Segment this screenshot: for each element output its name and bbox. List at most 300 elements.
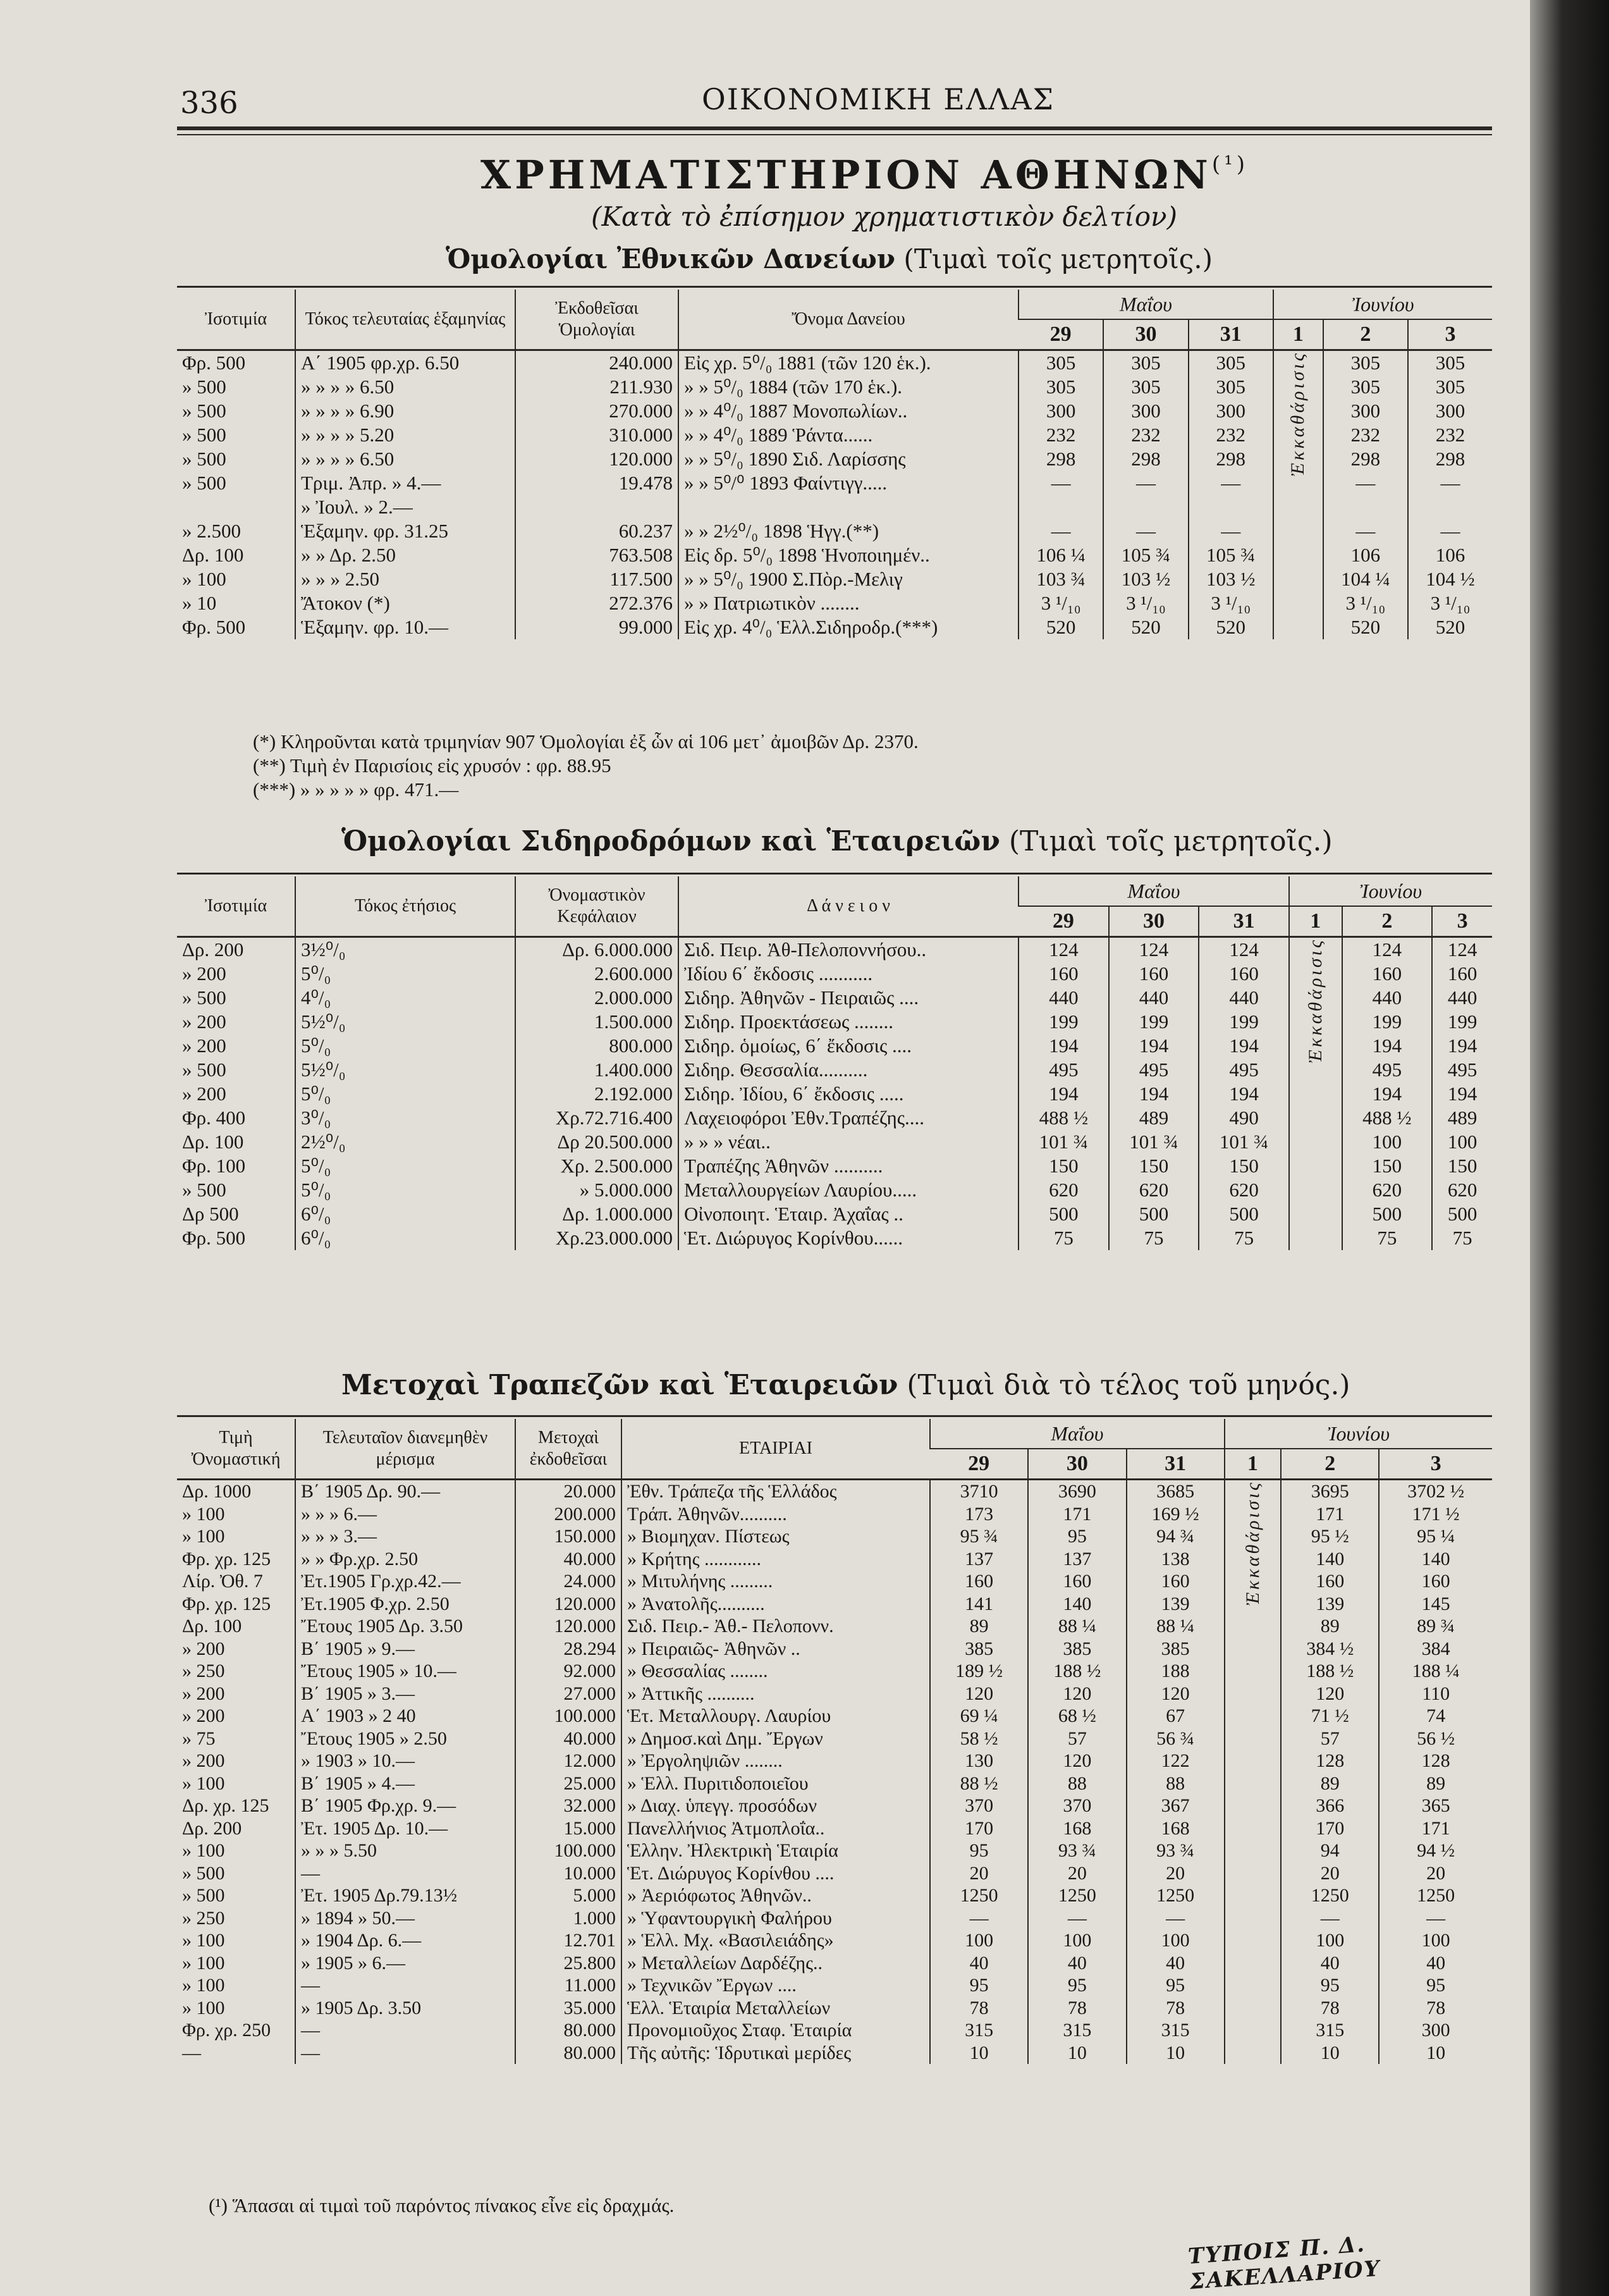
issued-cell: 2.192.000 [515, 1082, 678, 1106]
price-cell: 140 [1379, 1548, 1492, 1571]
price-cell: 105 ¾ [1189, 543, 1273, 567]
price-cell: — [1281, 1907, 1379, 1930]
name-cell: Ἰδίου 6΄ ἔκδοσις ........... [678, 962, 1019, 986]
price-cell: 370 [930, 1795, 1028, 1817]
interest-cell: » 1904 Δρ. 6.— [295, 1929, 515, 1952]
name-cell: » » 4⁰/₀ 1889 Ῥάντα...... [678, 423, 1019, 447]
price-cell: 78 [930, 1997, 1028, 2020]
issued-cell: 12.000 [515, 1750, 621, 1772]
interest-cell: Β΄ 1905 » 4.— [295, 1772, 515, 1795]
clearing-cell [1289, 937, 1342, 1251]
price-cell: 100 [1342, 1130, 1433, 1154]
issued-cell: 35.000 [515, 1997, 621, 2020]
month-header-june: Ἰουνίου [1273, 290, 1492, 319]
name-cell: » » 5⁰/₀ 1900 Σ.Πὸρ.-Μελιγ [678, 567, 1019, 591]
issued-cell: 800.000 [515, 1034, 678, 1058]
table-row [177, 2042, 1492, 2065]
table-row [177, 1503, 1492, 1526]
par-cell: » 100 [182, 1930, 225, 1951]
interest-cell: 5⁰/₀ [295, 962, 515, 986]
table-row [177, 1862, 1492, 1885]
price-cell: 104 ¼ [1323, 567, 1408, 591]
name-cell: » » Πατριωτικὸν ........ [678, 591, 1019, 615]
price-cell: 95 ½ [1281, 1525, 1379, 1548]
price-cell: 620 [1019, 1178, 1109, 1202]
price-cell: 3 ¹/₁₀ [1019, 591, 1103, 615]
price-cell: 495 [1342, 1058, 1433, 1082]
price-cell: 95 [1379, 1974, 1492, 1997]
price-cell: 120 [1127, 1683, 1225, 1705]
price-cell: 3 ¹/₁₀ [1408, 591, 1492, 615]
price-cell: — [1408, 519, 1492, 543]
price-cell: 160 [930, 1570, 1028, 1593]
price-cell: 160 [1109, 962, 1199, 986]
price-cell: 489 [1109, 1106, 1199, 1130]
issued-cell: 310.000 [515, 423, 678, 447]
issued-cell: 99.000 [515, 615, 678, 639]
price-cell: 385 [1028, 1638, 1126, 1661]
month-header-may: Μαΐου [1019, 290, 1273, 319]
price-cell: — [930, 1907, 1028, 1930]
price-cell: 95 [1028, 1525, 1126, 1548]
issued-cell: 19.478 [515, 471, 678, 495]
par-cell: Δρ 500 [182, 1203, 239, 1225]
price-cell: 300 [1408, 399, 1492, 423]
clearing-label: Ἐκκαθάρισις [1304, 938, 1326, 1064]
interest-cell: » » » » 5.20 [295, 423, 515, 447]
name-cell: Ἐθν. Τράπεζα τῆς Ἑλλάδος [621, 1480, 930, 1503]
price-cell: 20 [1028, 1862, 1126, 1885]
price-cell: 10 [1379, 2042, 1492, 2065]
issued-cell: 40.000 [515, 1728, 621, 1750]
price-cell: 120 [1028, 1683, 1126, 1705]
table-row [177, 1570, 1492, 1593]
month-header-may: Μαΐου [930, 1419, 1225, 1449]
interest-cell: 6⁰/₀ [295, 1226, 515, 1250]
par-cell: Δρ. 200 [182, 1817, 242, 1839]
price-cell: 170 [1281, 1817, 1379, 1840]
name-cell: » » 5⁰/₀ 1884 (τῶν 170 ἑκ.). [678, 375, 1019, 399]
par-cell: Δρ. χρ. 125 [182, 1795, 269, 1816]
price-cell: 100 [1281, 1929, 1379, 1952]
price-cell: 103 ¾ [1019, 567, 1103, 591]
issued-cell: 1.000 [515, 1907, 621, 1930]
price-cell: 199 [1109, 1010, 1199, 1034]
col-header: Ὀνομαστικὸν Κεφάλαιον [515, 876, 678, 937]
price-cell: 137 [1028, 1548, 1126, 1571]
price-cell: — [1189, 471, 1273, 495]
price-cell: 315 [1127, 2019, 1225, 2042]
price-cell: 194 [1019, 1034, 1109, 1058]
price-cell: 128 [1281, 1750, 1379, 1772]
par-cell: » 100 [182, 1526, 225, 1547]
table-row [177, 1728, 1492, 1750]
name-cell: » » 2½⁰/₀ 1898 Ἡγγ.(**) [678, 519, 1019, 543]
price-cell: 440 [1432, 986, 1492, 1010]
par-cell [177, 495, 295, 519]
name-cell: Σιδ. Πειρ.- Ἀθ.- Πελοπονν. [621, 1615, 930, 1638]
interest-cell: Ἄτοκον (*) [295, 591, 515, 615]
issued-cell: 92.000 [515, 1660, 621, 1683]
par-cell: Δρ. 200 [182, 938, 244, 961]
par-cell: Φρ. 500 [182, 1227, 246, 1249]
interest-cell: 5⁰/₀ [295, 1082, 515, 1106]
price-cell: 95 [930, 1839, 1028, 1862]
name-cell: » » 5⁰/⁰ 1893 Φαίντιγγ..... [678, 471, 1019, 495]
price-cell: 199 [1342, 1010, 1433, 1034]
price-cell: 160 [1028, 1570, 1126, 1593]
issued-cell: 60.237 [515, 519, 678, 543]
price-cell: 194 [1199, 1034, 1289, 1058]
par-cell: » 250 [182, 1661, 225, 1681]
price-cell: 89 [1379, 1772, 1492, 1795]
month-header-june: Ἰουνίου [1289, 876, 1492, 906]
header-rule-thin [177, 134, 1492, 135]
interest-cell: 5⁰/₀ [295, 1178, 515, 1202]
par-cell: Φρ. χρ. 125 [182, 1593, 271, 1614]
month-header-june: Ἰουνίου [1225, 1419, 1492, 1449]
interest-cell: » » » 3.— [295, 1525, 515, 1548]
par-cell: » 100 [182, 1975, 225, 1996]
name-cell: Πανελλήνιος Ἀτμοπλοΐα.. [621, 1817, 930, 1840]
par-cell: Δρ. 1000 [182, 1481, 252, 1502]
issued-cell: 80.000 [515, 2042, 621, 2065]
issued-cell: 24.000 [515, 1570, 621, 1593]
issued-cell: 10.000 [515, 1862, 621, 1885]
price-cell: 495 [1019, 1058, 1109, 1082]
issued-cell [515, 495, 678, 519]
name-cell: Μεταλλουργείων Λαυρίου..... [678, 1178, 1019, 1202]
price-cell: 75 [1342, 1226, 1433, 1250]
col-header: Ὄνομα Δανείου [678, 290, 1019, 350]
interest-cell: 3⁰/₀ [295, 1106, 515, 1130]
price-cell: 160 [1199, 962, 1289, 986]
par-cell: » 100 [182, 1840, 225, 1861]
interest-cell: — [295, 1974, 515, 1997]
interest-cell: Ἔτους 1905 » 10.— [295, 1660, 515, 1683]
price-cell: 141 [930, 1593, 1028, 1616]
price-cell: 194 [1432, 1034, 1492, 1058]
issued-cell: 25.800 [515, 1952, 621, 1975]
name-cell: Ἑτ. Διώρυγος Κορίνθου .... [621, 1862, 930, 1885]
name-cell: Ἑλλ. Ἑταιρία Μεταλλείων [621, 1997, 930, 2020]
issued-cell: 272.376 [515, 591, 678, 615]
price-cell: 94 [1281, 1839, 1379, 1862]
name-cell: » Πειραιῶς- Ἀθηνῶν .. [621, 1638, 930, 1661]
price-cell: 89 [1281, 1615, 1379, 1638]
par-cell: Φρ. 500 [182, 616, 246, 638]
par-cell: » 500 [182, 1885, 225, 1906]
issued-cell: 150.000 [515, 1525, 621, 1548]
price-cell: 3702 ½ [1379, 1480, 1492, 1503]
issued-cell: 5.000 [515, 1884, 621, 1907]
price-cell: 188 ½ [1281, 1660, 1379, 1683]
day-header: 2 [1342, 906, 1433, 937]
interest-cell: » 1905 » 6.— [295, 1952, 515, 1975]
issued-cell: 211.930 [515, 375, 678, 399]
price-cell: 620 [1432, 1178, 1492, 1202]
par-cell: Δρ. 100 [182, 1616, 242, 1636]
price-cell: 58 ½ [930, 1728, 1028, 1750]
price-cell: 124 [1019, 937, 1109, 962]
day-header: 29 [930, 1449, 1028, 1480]
name-cell: Σιδηρ. Θεσσαλία.......... [678, 1058, 1019, 1082]
par-cell: » 500 [182, 424, 226, 446]
issued-cell: 15.000 [515, 1817, 621, 1840]
price-cell: 88 ¼ [1127, 1615, 1225, 1638]
par-cell: » 500 [182, 1179, 226, 1201]
interest-cell: » » » 2.50 [295, 567, 515, 591]
price-cell: 520 [1103, 615, 1188, 639]
price-cell: 10 [1028, 2042, 1126, 2065]
price-cell: 370 [1028, 1795, 1126, 1817]
issued-cell: 120.000 [515, 447, 678, 471]
price-cell: 110 [1379, 1683, 1492, 1705]
price-cell: 68 ½ [1028, 1705, 1126, 1728]
interest-cell: » Ἰουλ. » 2.— [295, 495, 515, 519]
price-cell: 75 [1109, 1226, 1199, 1250]
interest-cell: » » » 6.— [295, 1503, 515, 1526]
par-cell: » 500 [182, 1862, 225, 1884]
interest-cell: 2½⁰/₀ [295, 1130, 515, 1154]
price-cell: 490 [1199, 1106, 1289, 1130]
price-cell: 298 [1103, 447, 1188, 471]
price-cell: 20 [930, 1862, 1028, 1885]
interest-cell: 3½⁰/₀ [295, 937, 515, 962]
price-cell: 489 [1432, 1106, 1492, 1130]
price-cell: 10 [930, 2042, 1028, 2065]
price-cell: 67 [1127, 1705, 1225, 1728]
price-cell: 1250 [930, 1884, 1028, 1907]
interest-cell: » » » » 6.50 [295, 375, 515, 399]
price-cell: 138 [1127, 1548, 1225, 1571]
name-cell: Εἰς χρ. 4⁰/₀ Ἑλλ.Σιδηροδρ.(***) [678, 615, 1019, 639]
par-cell: » 100 [182, 1997, 225, 2018]
interest-cell: » » Φρ.χρ. 2.50 [295, 1548, 515, 1571]
interest-cell: 5½⁰/₀ [295, 1010, 515, 1034]
par-cell: » 200 [182, 1083, 226, 1105]
name-cell: » Θεσσαλίας ........ [621, 1660, 930, 1683]
name-cell: » Δημοσ.καὶ Δημ. Ἔργων [621, 1728, 930, 1750]
price-cell: 106 [1323, 543, 1408, 567]
price-cell: 88 [1028, 1772, 1126, 1795]
interest-cell: » » » » 6.90 [295, 399, 515, 423]
name-cell: Εἰς χρ. 5⁰/₀ 1881 (τῶν 120 ἑκ.). [678, 350, 1019, 376]
price-cell: 3690 [1028, 1480, 1126, 1503]
price-cell: 101 ¾ [1019, 1130, 1109, 1154]
footer-note: (¹) Ἅπασαι αἱ τιμαὶ τοῦ παρόντος πίνακος εἶνε εἰς δραχμάς. [209, 2194, 675, 2216]
price-cell: 56 ¾ [1127, 1728, 1225, 1750]
price-cell: 520 [1323, 615, 1408, 639]
name-cell: » Ἀττικῆς .......... [621, 1683, 930, 1705]
issued-cell: 40.000 [515, 1548, 621, 1571]
issued-cell: 28.294 [515, 1638, 621, 1661]
interest-cell: — [295, 2042, 515, 2065]
interest-cell: » » » » 6.50 [295, 447, 515, 471]
name-cell: » Μεταλλείων Δαρδέζης.. [621, 1952, 930, 1975]
price-cell: 88 ½ [930, 1772, 1028, 1795]
par-cell: » 500 [182, 400, 226, 422]
table-row [177, 1660, 1492, 1683]
par-cell: » 100 [182, 568, 226, 590]
name-cell: » Μιτυλήνης ......... [621, 1570, 930, 1593]
interest-cell: Β΄ 1905 » 3.— [295, 1683, 515, 1705]
price-cell: 384 ½ [1281, 1638, 1379, 1661]
price-cell: 495 [1432, 1058, 1492, 1082]
issued-cell: 100.000 [515, 1839, 621, 1862]
price-cell: 440 [1109, 986, 1199, 1010]
price-cell: 95 [1281, 1974, 1379, 1997]
price-cell: 232 [1189, 423, 1273, 447]
price-cell: 620 [1199, 1178, 1289, 1202]
table-row [177, 1839, 1492, 1862]
price-cell: — [1103, 471, 1188, 495]
name-cell: Ἑλλην. Ἠλεκτρικὴ Ἑταιρία [621, 1839, 930, 1862]
name-cell: Ἑτ. Διώρυγος Κορίνθου...... [678, 1226, 1019, 1250]
par-cell: » 10 [182, 592, 217, 614]
col-header: Ἰσοτιμία [177, 876, 295, 937]
price-cell: 95 [930, 1974, 1028, 1997]
name-cell: Σιδηρ. Προεκτάσεως ........ [678, 1010, 1019, 1034]
issued-cell: 240.000 [515, 350, 678, 376]
price-cell: 300 [1323, 399, 1408, 423]
interest-cell: Ἐτ.1905 Φ.χρ. 2.50 [295, 1593, 515, 1616]
par-cell: » 200 [182, 962, 226, 985]
price-cell: 188 ¼ [1379, 1660, 1492, 1683]
price-cell: 194 [1342, 1082, 1433, 1106]
price-cell: 300 [1379, 2019, 1492, 2042]
name-cell: » Ἑλλ. Μχ. «Βασιλειάδης» [621, 1929, 930, 1952]
interest-cell: » » Δρ. 2.50 [295, 543, 515, 567]
table-row [177, 1997, 1492, 2020]
price-cell: 105 ¾ [1103, 543, 1188, 567]
day-header: 31 [1127, 1449, 1225, 1480]
price-cell: 120 [1281, 1683, 1379, 1705]
name-cell: Ἑτ. Μεταλλουργ. Λαυρίου [621, 1705, 930, 1728]
interest-cell: Ἐτ. 1905 Δρ.79.13½ [295, 1884, 515, 1907]
par-cell: Φρ. 400 [182, 1107, 246, 1129]
price-cell: 300 [1019, 399, 1103, 423]
price-cell: 3685 [1127, 1480, 1225, 1503]
day-header: 2 [1323, 319, 1408, 350]
name-cell: Λαχειοφόροι Ἐθν.Τραπέζης.... [678, 1106, 1019, 1130]
price-cell: 500 [1342, 1202, 1433, 1226]
price-cell: 194 [1109, 1082, 1199, 1106]
price-cell: 1250 [1281, 1884, 1379, 1907]
par-cell: Λίρ. Ὀθ. 7 [182, 1571, 263, 1592]
price-cell: 305 [1019, 375, 1103, 399]
price-cell: 315 [1028, 2019, 1126, 2042]
day-header: 1 [1289, 906, 1342, 937]
price-cell: 315 [930, 2019, 1028, 2042]
price-cell: 100 [1379, 1929, 1492, 1952]
issued-cell: Δρ 20.500.000 [515, 1130, 678, 1154]
price-cell: 89 [1281, 1772, 1379, 1795]
price-cell: 124 [1432, 937, 1492, 962]
name-cell: » Ἐργοληψιῶν ........ [621, 1750, 930, 1772]
interest-cell: 6⁰/₀ [295, 1202, 515, 1226]
day-header: 3 [1408, 319, 1492, 350]
price-cell: 298 [1408, 447, 1492, 471]
price-cell: 199 [1199, 1010, 1289, 1034]
price-cell: 298 [1189, 447, 1273, 471]
price-cell: 315 [1281, 2019, 1379, 2042]
price-cell [1103, 495, 1188, 519]
price-cell: 124 [1199, 937, 1289, 962]
par-cell: » 500 [182, 472, 226, 494]
name-cell: » » » νέαι.. [678, 1130, 1019, 1154]
par-cell: Δρ. 100 [182, 544, 244, 566]
price-cell: 305 [1189, 350, 1273, 376]
price-cell: 305 [1323, 350, 1408, 376]
par-cell: Φρ. χρ. 125 [182, 1548, 271, 1569]
issued-cell: Χρ.23.000.000 [515, 1226, 678, 1250]
price-cell: 440 [1199, 986, 1289, 1010]
price-cell: 188 ½ [1028, 1660, 1126, 1683]
price-cell: — [1189, 519, 1273, 543]
issued-cell: Δρ. 6.000.000 [515, 937, 678, 962]
name-cell: Σιδ. Πειρ. Ἀθ-Πελοποννήσου.. [678, 937, 1019, 962]
price-cell: 150 [1199, 1154, 1289, 1178]
price-cell: 57 [1281, 1728, 1379, 1750]
day-header: 3 [1432, 906, 1492, 937]
price-cell: 367 [1127, 1795, 1225, 1817]
price-cell: 75 [1019, 1226, 1109, 1250]
table-row [177, 1548, 1492, 1571]
price-cell: 620 [1109, 1178, 1199, 1202]
price-cell: 71 ½ [1281, 1705, 1379, 1728]
price-cell: 78 [1127, 1997, 1225, 2020]
table-row [177, 1974, 1492, 1997]
price-cell: 104 ½ [1408, 567, 1492, 591]
clearing-cell [1273, 350, 1323, 640]
price-cell: 88 ¼ [1028, 1615, 1126, 1638]
table-row [177, 350, 1492, 376]
price-cell: 120 [930, 1683, 1028, 1705]
price-cell: — [1019, 519, 1103, 543]
issued-cell: 25.000 [515, 1772, 621, 1795]
day-header: 1 [1225, 1449, 1281, 1480]
interest-cell: Β΄ 1905 Δρ. 90.— [295, 1480, 515, 1503]
price-cell: 495 [1199, 1058, 1289, 1082]
exchange-subtitle: (Κατὰ τὸ ἐπίσημον χρηματιστικὸν δελτίον) [591, 201, 1177, 232]
header-rule [177, 126, 1492, 130]
price-cell: 100 [1127, 1929, 1225, 1952]
col-header: Τιμὴ Ὀνομαστική [177, 1419, 295, 1480]
price-cell: 495 [1109, 1058, 1199, 1082]
price-cell [1408, 495, 1492, 519]
name-cell: » Ἀεριόφωτος Ἀθηνῶν.. [621, 1884, 930, 1907]
table-row [177, 1683, 1492, 1705]
par-cell: » 250 [182, 1907, 225, 1929]
price-cell: 305 [1019, 350, 1103, 376]
issued-cell: 200.000 [515, 1503, 621, 1526]
name-cell: » Τεχνικῶν Ἔργων .... [621, 1974, 930, 1997]
price-cell: 3 ¹/₁₀ [1189, 591, 1273, 615]
price-cell: 40 [930, 1952, 1028, 1975]
price-cell: 75 [1199, 1226, 1289, 1250]
price-cell: 194 [1342, 1034, 1433, 1058]
par-cell: Φρ. χρ. 250 [182, 2020, 271, 2041]
table-row [177, 1638, 1492, 1661]
par-cell: » 500 [182, 376, 226, 398]
name-cell: » Ἀνατολῆς.......... [621, 1593, 930, 1616]
price-cell: 305 [1103, 350, 1188, 376]
price-cell: 500 [1019, 1202, 1109, 1226]
price-cell: 93 ¾ [1028, 1839, 1126, 1862]
table-row [177, 1615, 1492, 1638]
clearing-label: Ἐκκαθάρισις [1287, 351, 1309, 477]
